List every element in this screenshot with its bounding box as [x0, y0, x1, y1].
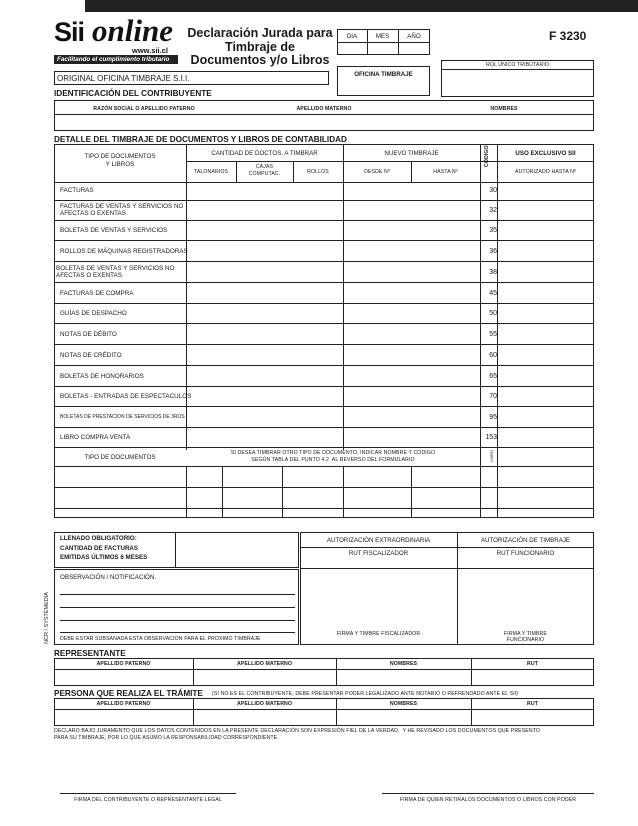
cajas-header: CAJAS COMPUTAC.	[248, 164, 281, 177]
firma-fiscalizador: FIRMA Y TIMBRE FISCALIZADOR	[336, 631, 421, 637]
row-boletas-honorarios: BOLETAS DE HONORARIOS	[60, 373, 144, 380]
nuevo-timbraje-header: NUEVO TIMBRAJE	[384, 150, 439, 157]
mes-input[interactable]	[368, 43, 397, 54]
libro-label: LIBRO	[489, 449, 494, 462]
talonarios-header: TALONARIOS	[193, 169, 229, 175]
llenado-line3: EMITIDAS ÚLTIMOS 6 MESES	[60, 554, 148, 561]
codigo-header: CÓDIGO	[484, 145, 490, 167]
firma-retira-label: FIRMA DE QUIEN RETIRALOS DOCUMENTOS O LIBROS CON PODER	[399, 797, 577, 803]
rut-funcionario: RUT FUNCIONARIO	[496, 550, 555, 557]
llenado-title: LLENADO OBLIGATORIO:	[60, 535, 137, 542]
code-36: 36	[489, 248, 497, 255]
nombres-header: NOMBRES	[490, 106, 518, 112]
uso-exclusivo-header: USO EXCLUSIVO SII	[515, 150, 576, 157]
contribuyente-input[interactable]	[55, 115, 593, 130]
code-60: 60	[489, 352, 497, 359]
detalle-title: DETALLE DEL TIMBRAJE DE DOCUMENTOS Y LIBROS DE CONTABILIDAD	[54, 135, 347, 144]
rep-nombres: NOMBRES	[389, 661, 418, 667]
sii-logo	[54, 15, 180, 65]
row-boletas-ventas: BOLETAS DE VENTAS Y SERVICIOS	[60, 227, 168, 234]
row-boletas-espectaculos: BOLETAS - ENTRADAS DE ESPECTACULOS	[60, 393, 192, 400]
aut-extraordinaria: AUTORIZACIÓN EXTRAORDINARIA	[326, 537, 431, 544]
firma-funcionario: FIRMA Y TIMBRE FUNCIONARIO	[504, 631, 547, 643]
apellido-materno-header: APELLIDO MATERNO	[296, 106, 352, 112]
form-code: F 3230	[549, 29, 587, 43]
aut-timbraje: AUTORIZACIÓN DE TIMBRAJE	[480, 537, 571, 544]
anio-label: AÑO	[407, 33, 421, 40]
firma-contribuyente-label: FIRMA DEL CONTRIBUYENTE O REPRESENTANTE LEGAL	[74, 797, 222, 803]
logo-online-text: online	[92, 13, 173, 48]
llenado-line2: CANTIDAD DE FACTURAS	[60, 545, 139, 552]
contribuyente-title: IDENTIFICACIÓN DEL CONTRIBUYENTE	[54, 89, 212, 98]
top-bar	[85, 0, 638, 12]
cantidad-header: CANTIDAD DE DOCTOS. A TIMBRAR	[211, 150, 318, 157]
persona-title: PERSONA QUE REALIZA EL TRÁMITE	[54, 689, 203, 698]
code-50: 50	[489, 310, 497, 317]
representante-title: REPRESENTANTE	[54, 649, 126, 658]
row-guias-despacho: GUÍAS DE DESPACHO	[60, 310, 127, 317]
code-38: 38	[489, 269, 497, 276]
mes-label: MES	[375, 33, 390, 40]
code-70: 70	[489, 393, 497, 400]
row-facturas: FACTURAS	[60, 187, 94, 194]
cantidad-facturas-input[interactable]	[177, 533, 297, 567]
code-32: 32	[489, 207, 497, 214]
row-rollos-maquinas: ROLLOS DE MÁQUINAS REGISTRADORAS	[60, 248, 188, 255]
razon-social-header: RAZÓN SOCIAL O APELLIDO PATERNO	[93, 106, 195, 112]
rep-apellido-paterno: APELLIDO PATERNO	[96, 661, 151, 667]
form-title: Declaración Jurada para Timbraje de Documentos y/o Libros	[187, 26, 333, 67]
code-45: 45	[489, 290, 497, 297]
firma-contribuyente-area[interactable]	[60, 765, 236, 793]
per-apellido-paterno: APELLIDO PATERNO	[96, 701, 151, 707]
rut-fiscalizador: RUT FISCALIZADOR	[348, 550, 409, 557]
logo-url: www.sii.cl	[132, 46, 168, 55]
logo-sii-text: Sii	[54, 17, 85, 47]
logo-tagline: Facilitando el cumplimiento tributario	[54, 55, 178, 64]
per-nombres: NOMBRES	[389, 701, 418, 707]
anio-input[interactable]	[399, 43, 429, 54]
rep-rut: RUT	[527, 661, 538, 667]
row-facturas-exentas: FACTURAS DE VENTAS Y SERVICIOS NO AFECTAS O EXENTAS	[60, 203, 184, 218]
per-apellido-materno: APELLIDO MATERNO	[236, 701, 293, 707]
row-boletas-exentas: BOLETAS DE VENTAS Y SERVICIOS NO AFECTAS O EXENTAS	[56, 265, 175, 280]
firma-retira-area[interactable]	[382, 765, 594, 793]
tipo-header: TIPO DE DOCUMENTOS Y LIBROS	[84, 153, 156, 168]
rollos-header: ROLLOS	[307, 169, 329, 175]
code-95: 95	[489, 414, 497, 421]
autorizado-header: AUTORIZADO HASTA Nº	[515, 169, 576, 175]
row-notas-credito: NOTAS DE CRÉDITO	[60, 352, 122, 359]
row-notas-debito: NOTAS DE DÉBITO	[60, 331, 117, 338]
row-boletas-terceros: BOLETAS DE PRESTACION DE SERVICIOS DE 3ROS	[60, 414, 185, 420]
code-35: 35	[489, 227, 497, 234]
row-facturas-compra: FACTURAS DE COMPRA	[60, 290, 134, 297]
declaro-text: DECLARO BAJO JURAMENTO QUE LOS DATOS CONTENIDOS EN LA PRESENTE DECLARACIÓN SON EXPRESIÓN FIEL DE LA VERDAD, Y HE REVISADO LOS DOCUMENTOS QUE PRESENTO PARA SU TIMBRAJE, POR LO QUE ASUMO LA RESPONSABILIDAD CORRESPONDIENTE.	[54, 728, 541, 741]
si-desea-note: SI DESEA TIMBRAR OTRO TIPO DE DOCUMENTO, INDICAR NOMBRE Y CÓDIGO SEGÚN TABLA DEL PUNTO 4.2 AL REVERSO DEL FORMULARIO	[230, 450, 436, 463]
oficina-label: OFICINA TIMBRAJE	[354, 71, 413, 78]
persona-subtitle: (SÍ NO ES EL CONTRIBUYENTE, DEBE PRESENTAR PODER LEGALIZADO ANTE NOTARIO O REFRENDADO ANTE EL SII)	[212, 691, 519, 697]
rep-apellido-materno: APELLIDO MATERNO	[236, 661, 293, 667]
code-55: 55	[489, 331, 497, 338]
persona-input[interactable]	[55, 710, 593, 725]
tipo-documentos-label: TIPO DE DOCUMENTOS	[84, 454, 156, 461]
autorizacion-box	[300, 532, 594, 645]
observacion-title: OBSERVACIÓN / NOTIFICACIÓN.	[60, 574, 157, 581]
per-rut: RUT	[527, 701, 538, 707]
hasta-header: HASTA Nº	[433, 169, 458, 175]
code-65: 65	[489, 373, 497, 380]
desde-header: DESDE Nº	[364, 169, 390, 175]
observacion-note: DEBE ESTAR SUBSANADA ESTA OBSERVACION PARA EL PROXIMO TIMBRAJE	[60, 636, 261, 642]
dia-input[interactable]	[338, 43, 366, 54]
code-30: 30	[489, 187, 497, 194]
original-label: ORIGINAL OFICINA TIMBRAJE S.I.I.	[57, 74, 190, 83]
ncr-systemedia: NCR / SYSTEMEDIA	[44, 592, 50, 644]
representante-input[interactable]	[55, 670, 593, 685]
rol-label: ROL ÚNICO TRIBUTARIO	[485, 62, 549, 68]
observacion-input[interactable]	[58, 584, 295, 634]
code-153: 153	[485, 434, 497, 441]
dia-label: DIA	[346, 33, 358, 40]
row-libro-compra-venta: LIBRO COMPRA VENTA	[60, 434, 131, 441]
